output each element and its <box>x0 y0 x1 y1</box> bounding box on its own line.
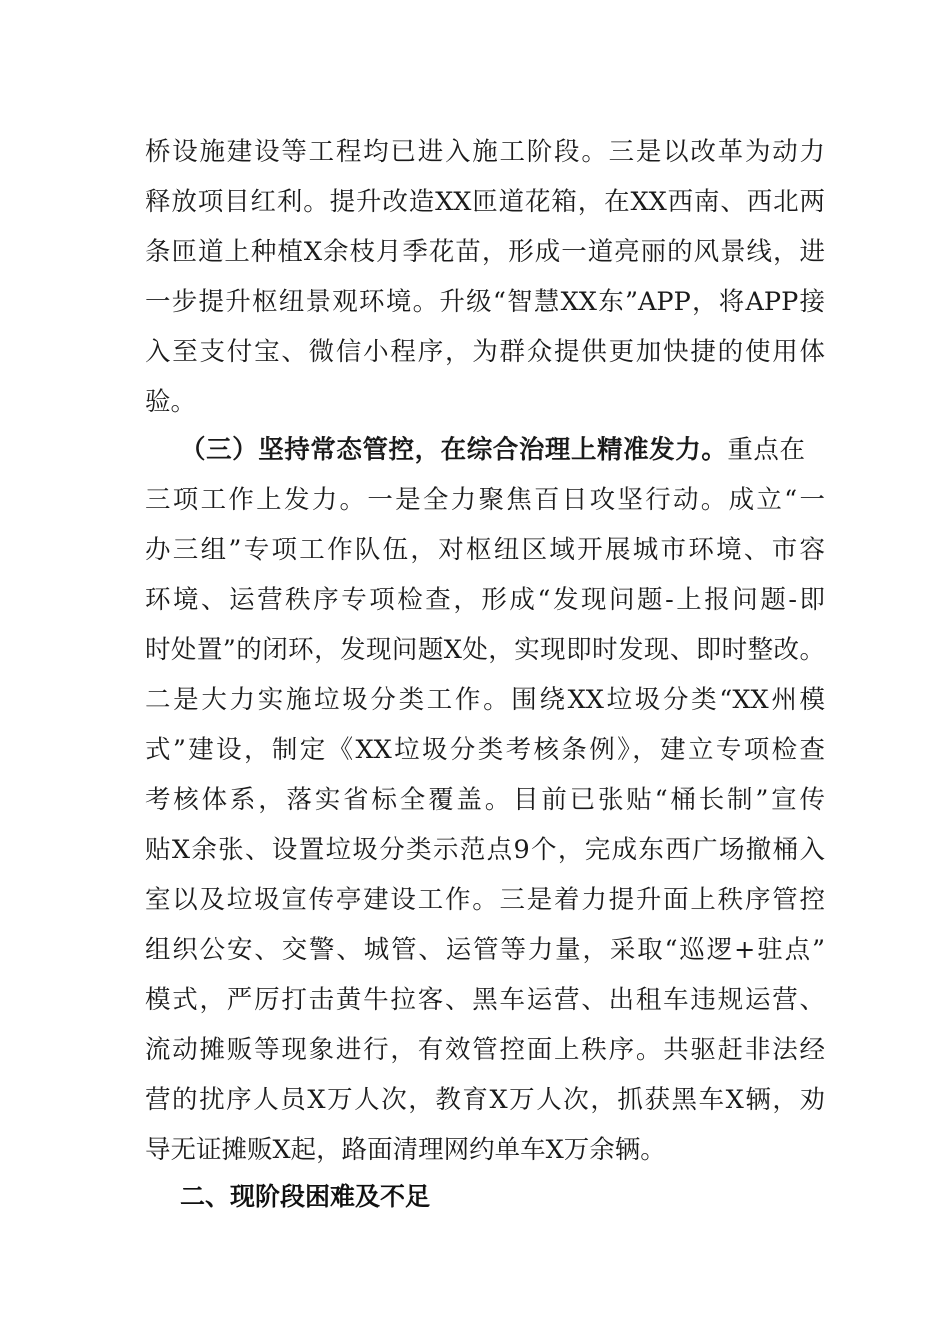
paragraph-line: 验。 <box>145 387 197 417</box>
paragraph-line: 模式，严厉打击黄牛拉客、黑车运营、出租车违规运营、 <box>145 985 825 1015</box>
paragraph-line: 式”建设，制定《XX垃圾分类考核条例》，建立专项检查 <box>145 735 825 765</box>
paragraph-line: 条匝道上种植X余枝月季花苗，形成一道亮丽的风景线，进 <box>145 237 825 267</box>
paragraph-line: 营的扰序人员X万人次，教育X万人次，抓获黑车X辆，劝 <box>145 1085 825 1115</box>
paragraph-line: 桥设施建设等工程均已进入施工阶段。三是以改革为动力 <box>145 137 825 167</box>
paragraph-line: 考核体系，落实省标全覆盖。目前已张贴“桶长制”宣传 <box>145 785 825 815</box>
paragraph-line: 导无证摊贩X起，路面清理网约单车X万余辆。 <box>145 1135 666 1165</box>
paragraph-line: 室以及垃圾宣传亭建设工作。三是着力提升面上秩序管控 <box>145 885 825 915</box>
paragraph-line: 一步提升枢纽景观环境。升级“智慧XX东”APP，将APP接 <box>145 287 825 317</box>
section-subheading: （三）坚持常态管控，在综合治理上精准发力。 <box>180 435 728 465</box>
paragraph-text: 重点在 <box>727 435 805 465</box>
paragraph-line: 入至支付宝、微信小程序，为群众提供更加快捷的使用体 <box>145 337 825 367</box>
paragraph-line: 组织公安、交警、城管、运管等力量，采取“巡逻+驻点” <box>145 935 825 965</box>
paragraph-line: 办三组”专项工作队伍，对枢纽区域开展城市环境、市容 <box>145 535 825 565</box>
section-heading: 二、现阶段困难及不足 <box>180 1182 431 1211</box>
paragraph-line: 三项工作上发力。一是全力聚焦百日攻坚行动。成立“一 <box>145 485 825 515</box>
paragraph-line: 环境、运营秩序专项检查，形成“发现问题-上报问题-即 <box>145 585 825 615</box>
paragraph-line: 贴X余张、设置垃圾分类示范点9个，完成东西广场撤桶入 <box>145 835 825 865</box>
paragraph-line: 二是大力实施垃圾分类工作。围绕XX垃圾分类“XX州模 <box>145 685 825 715</box>
paragraph-line: 时处置”的闭环，发现问题X处，实现即时发现、即时整改。 <box>145 635 825 665</box>
paragraph-first-line <box>180 425 805 475</box>
paragraph-line: 释放项目红利。提升改造XX匝道花箱，在XX西南、西北两 <box>145 187 825 217</box>
paragraph-line: 流动摊贩等现象进行，有效管控面上秩序。共驱赶非法经 <box>145 1035 825 1065</box>
